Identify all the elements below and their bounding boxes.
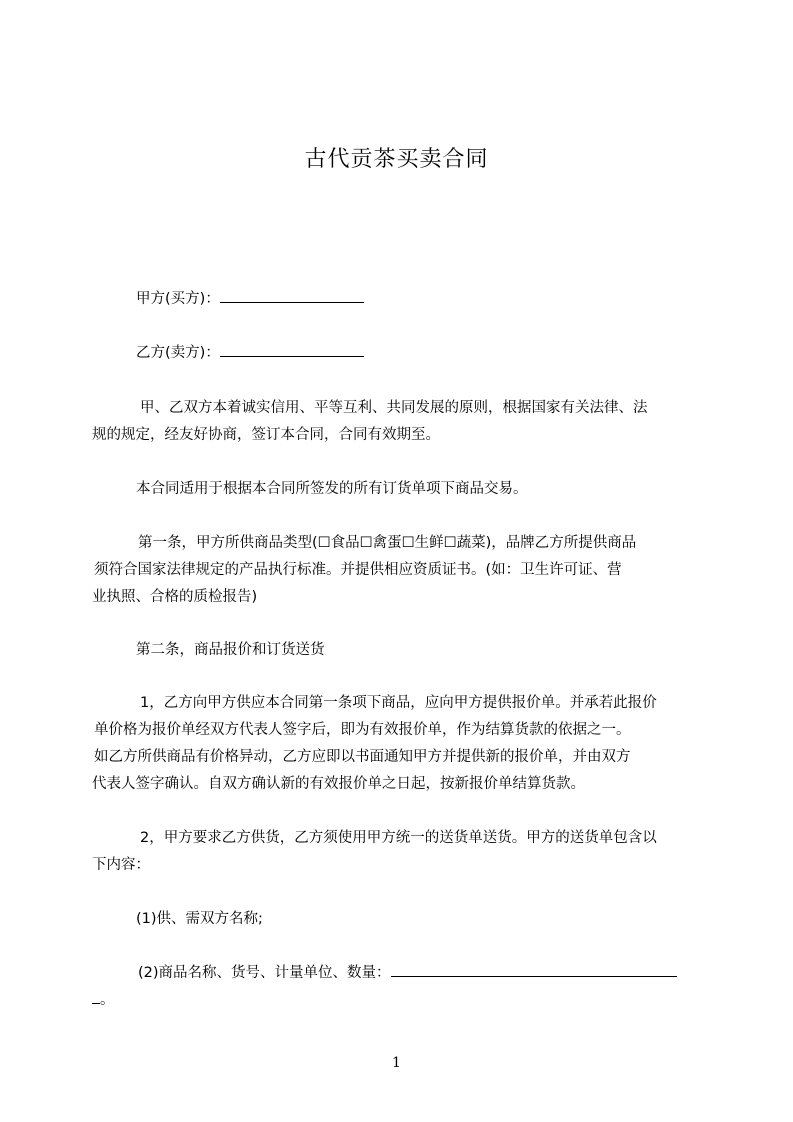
item1-line: (1)供、需双方名称; xyxy=(136,911,263,927)
party-a-label: 甲方(买方)： xyxy=(136,291,220,307)
document-title: 古代贡茶买卖合同 xyxy=(304,147,489,172)
clause1-line-3: 如乙方所供商品有价格异动，乙方应即以书面通知甲方并提供新的报价单，并由双方 xyxy=(94,749,631,765)
party-b-line xyxy=(136,340,756,367)
item2-label: (2)商品名称、货号、计量单位、数量： xyxy=(138,965,391,981)
party-b-blank[interactable] xyxy=(220,342,364,357)
clause1-line-2: 单价格为报价单经双方代表人签字后，即为有效报价单，作为结算货款的依据之一。 xyxy=(94,722,631,738)
item2-blank-continued[interactable] xyxy=(92,989,100,1004)
clause1-line-1: 1，乙方向甲方供应本合同第一条项下商品，应向甲方提供报价单。并承若此报价 xyxy=(140,695,657,711)
intro-line-2: 规的规定，经友好协商，签订本合同，合同有效期至。 xyxy=(92,427,440,443)
article2-title: 第二条，商品报价和订货送货 xyxy=(136,642,325,658)
scope-paragraph: 本合同适用于根据本合同所签发的所有订货单项下商品交易。 xyxy=(136,481,528,497)
party-a-blank[interactable] xyxy=(220,288,364,303)
item2-blank[interactable] xyxy=(391,962,677,977)
clause2-line-2: 下内容： xyxy=(92,857,150,873)
intro-line-1: 甲、乙双方本着诚实信用、平等互利、共同发展的原则，根据国家有关法律、法 xyxy=(140,400,648,416)
clause2-line-1: 2，甲方要求乙方供货，乙方须使用甲方统一的送货单送货。甲方的送货单包含以 xyxy=(140,830,657,846)
article1-line-1: 第一条，甲方所供商品类型(☐食品☐禽蛋☐生鲜☐蔬菜)，品牌乙方所提供商品 xyxy=(138,535,637,551)
item2-end: 。 xyxy=(100,992,115,1008)
party-b-label: 乙方(卖方)： xyxy=(136,345,220,361)
article1-line-2: 须符合国家法律规定的产品执行标准。并提供相应资质证书。(如：卫生许可证、营 xyxy=(94,562,622,578)
article1-line-3: 业执照、合格的质检报告) xyxy=(92,589,258,605)
item2-line-2 xyxy=(92,987,712,1014)
page-number: 1 xyxy=(392,1055,401,1071)
item2-line xyxy=(138,960,758,987)
party-a-line xyxy=(136,286,756,313)
clause1-line-4: 代表人签字确认。自双方确认新的有效报价单之日起，按新报价单结算货款。 xyxy=(92,776,585,792)
